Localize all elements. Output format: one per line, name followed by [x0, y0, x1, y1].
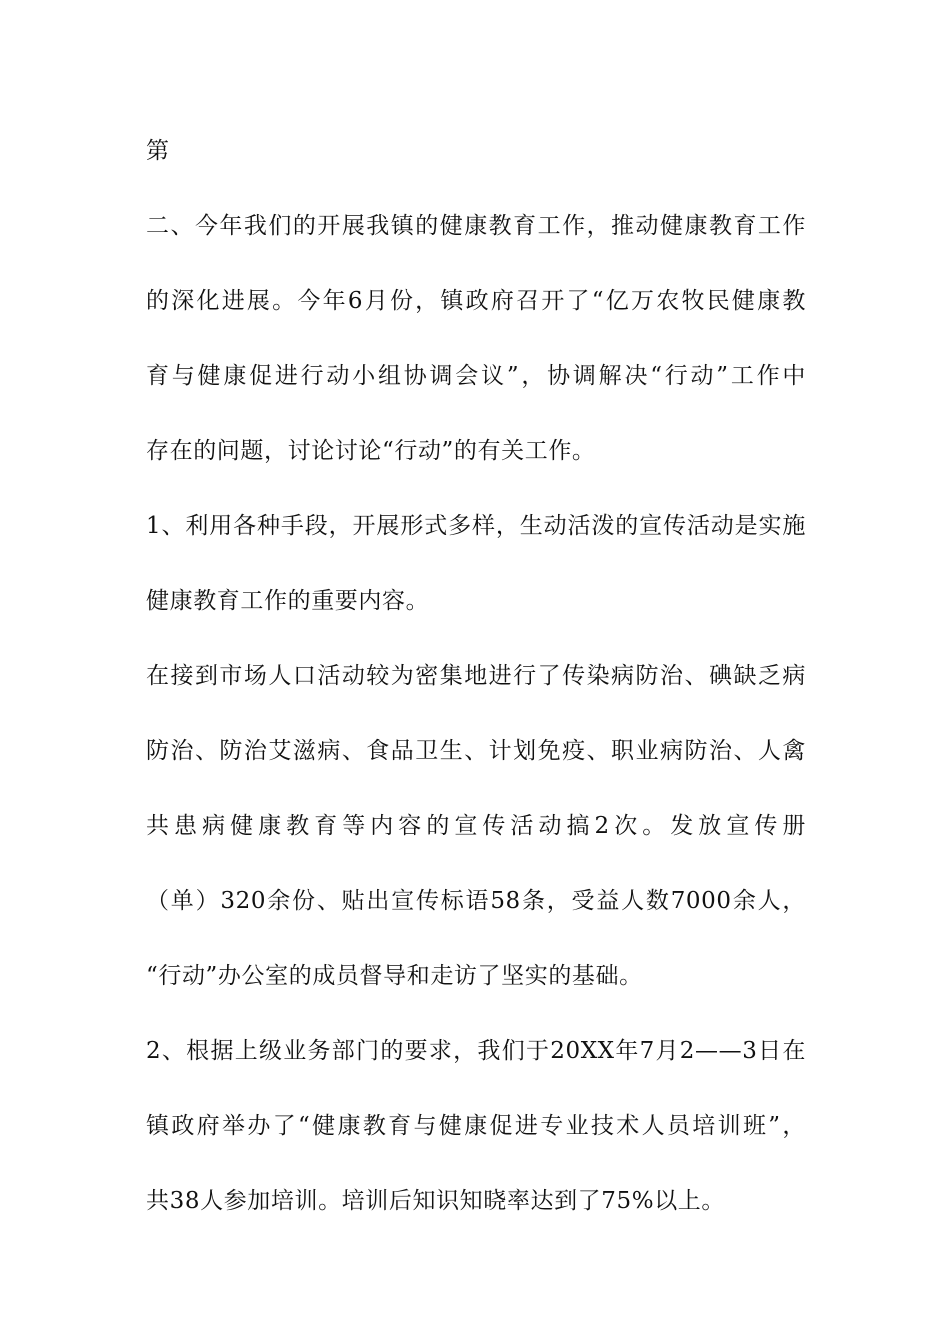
text-line-11: （单）320余份、贴出宣传标语58条，受益人数7000余人， [146, 888, 806, 914]
text-line-8: 在接到市场人口活动较为密集地进行了传染病防治、碘缺乏病 [146, 663, 806, 689]
text-line-5: 存在的问题，讨论讨论“行动”的有关工作。 [146, 438, 596, 464]
text-line-7: 健康教育工作的重要内容。 [146, 588, 430, 614]
text-line-2: 二、今年我们的开展我镇的健康教育工作，推动健康教育工作 [146, 213, 806, 239]
text-line-6: 1、利用各种手段，开展形式多样，生动活泼的宣传活动是实施 [146, 513, 806, 539]
text-line-12: “行动”办公室的成员督导和走访了坚实的基础。 [146, 963, 643, 989]
text-line-9: 防治、防治艾滋病、食品卫生、计划免疫、职业病防治、人禽 [146, 738, 806, 764]
text-line-1: 第 [146, 138, 170, 164]
text-line-13: 2、根据上级业务部门的要求，我们于20XX年7月2——3日在 [146, 1038, 806, 1064]
text-line-10: 共患病健康教育等内容的宣传活动搞2次。发放宣传册 [146, 813, 806, 839]
text-line-15: 共38人参加培训。培训后知识知晓率达到了75%以上。 [146, 1188, 725, 1214]
text-line-4: 育与健康促进行动小组协调会议”，协调解决“行动”工作中 [146, 363, 806, 389]
text-line-3: 的深化进展。今年6月份，镇政府召开了“亿万农牧民健康教 [146, 288, 806, 314]
text-line-14: 镇政府举办了“健康教育与健康促进专业技术人员培训班”， [146, 1113, 806, 1139]
